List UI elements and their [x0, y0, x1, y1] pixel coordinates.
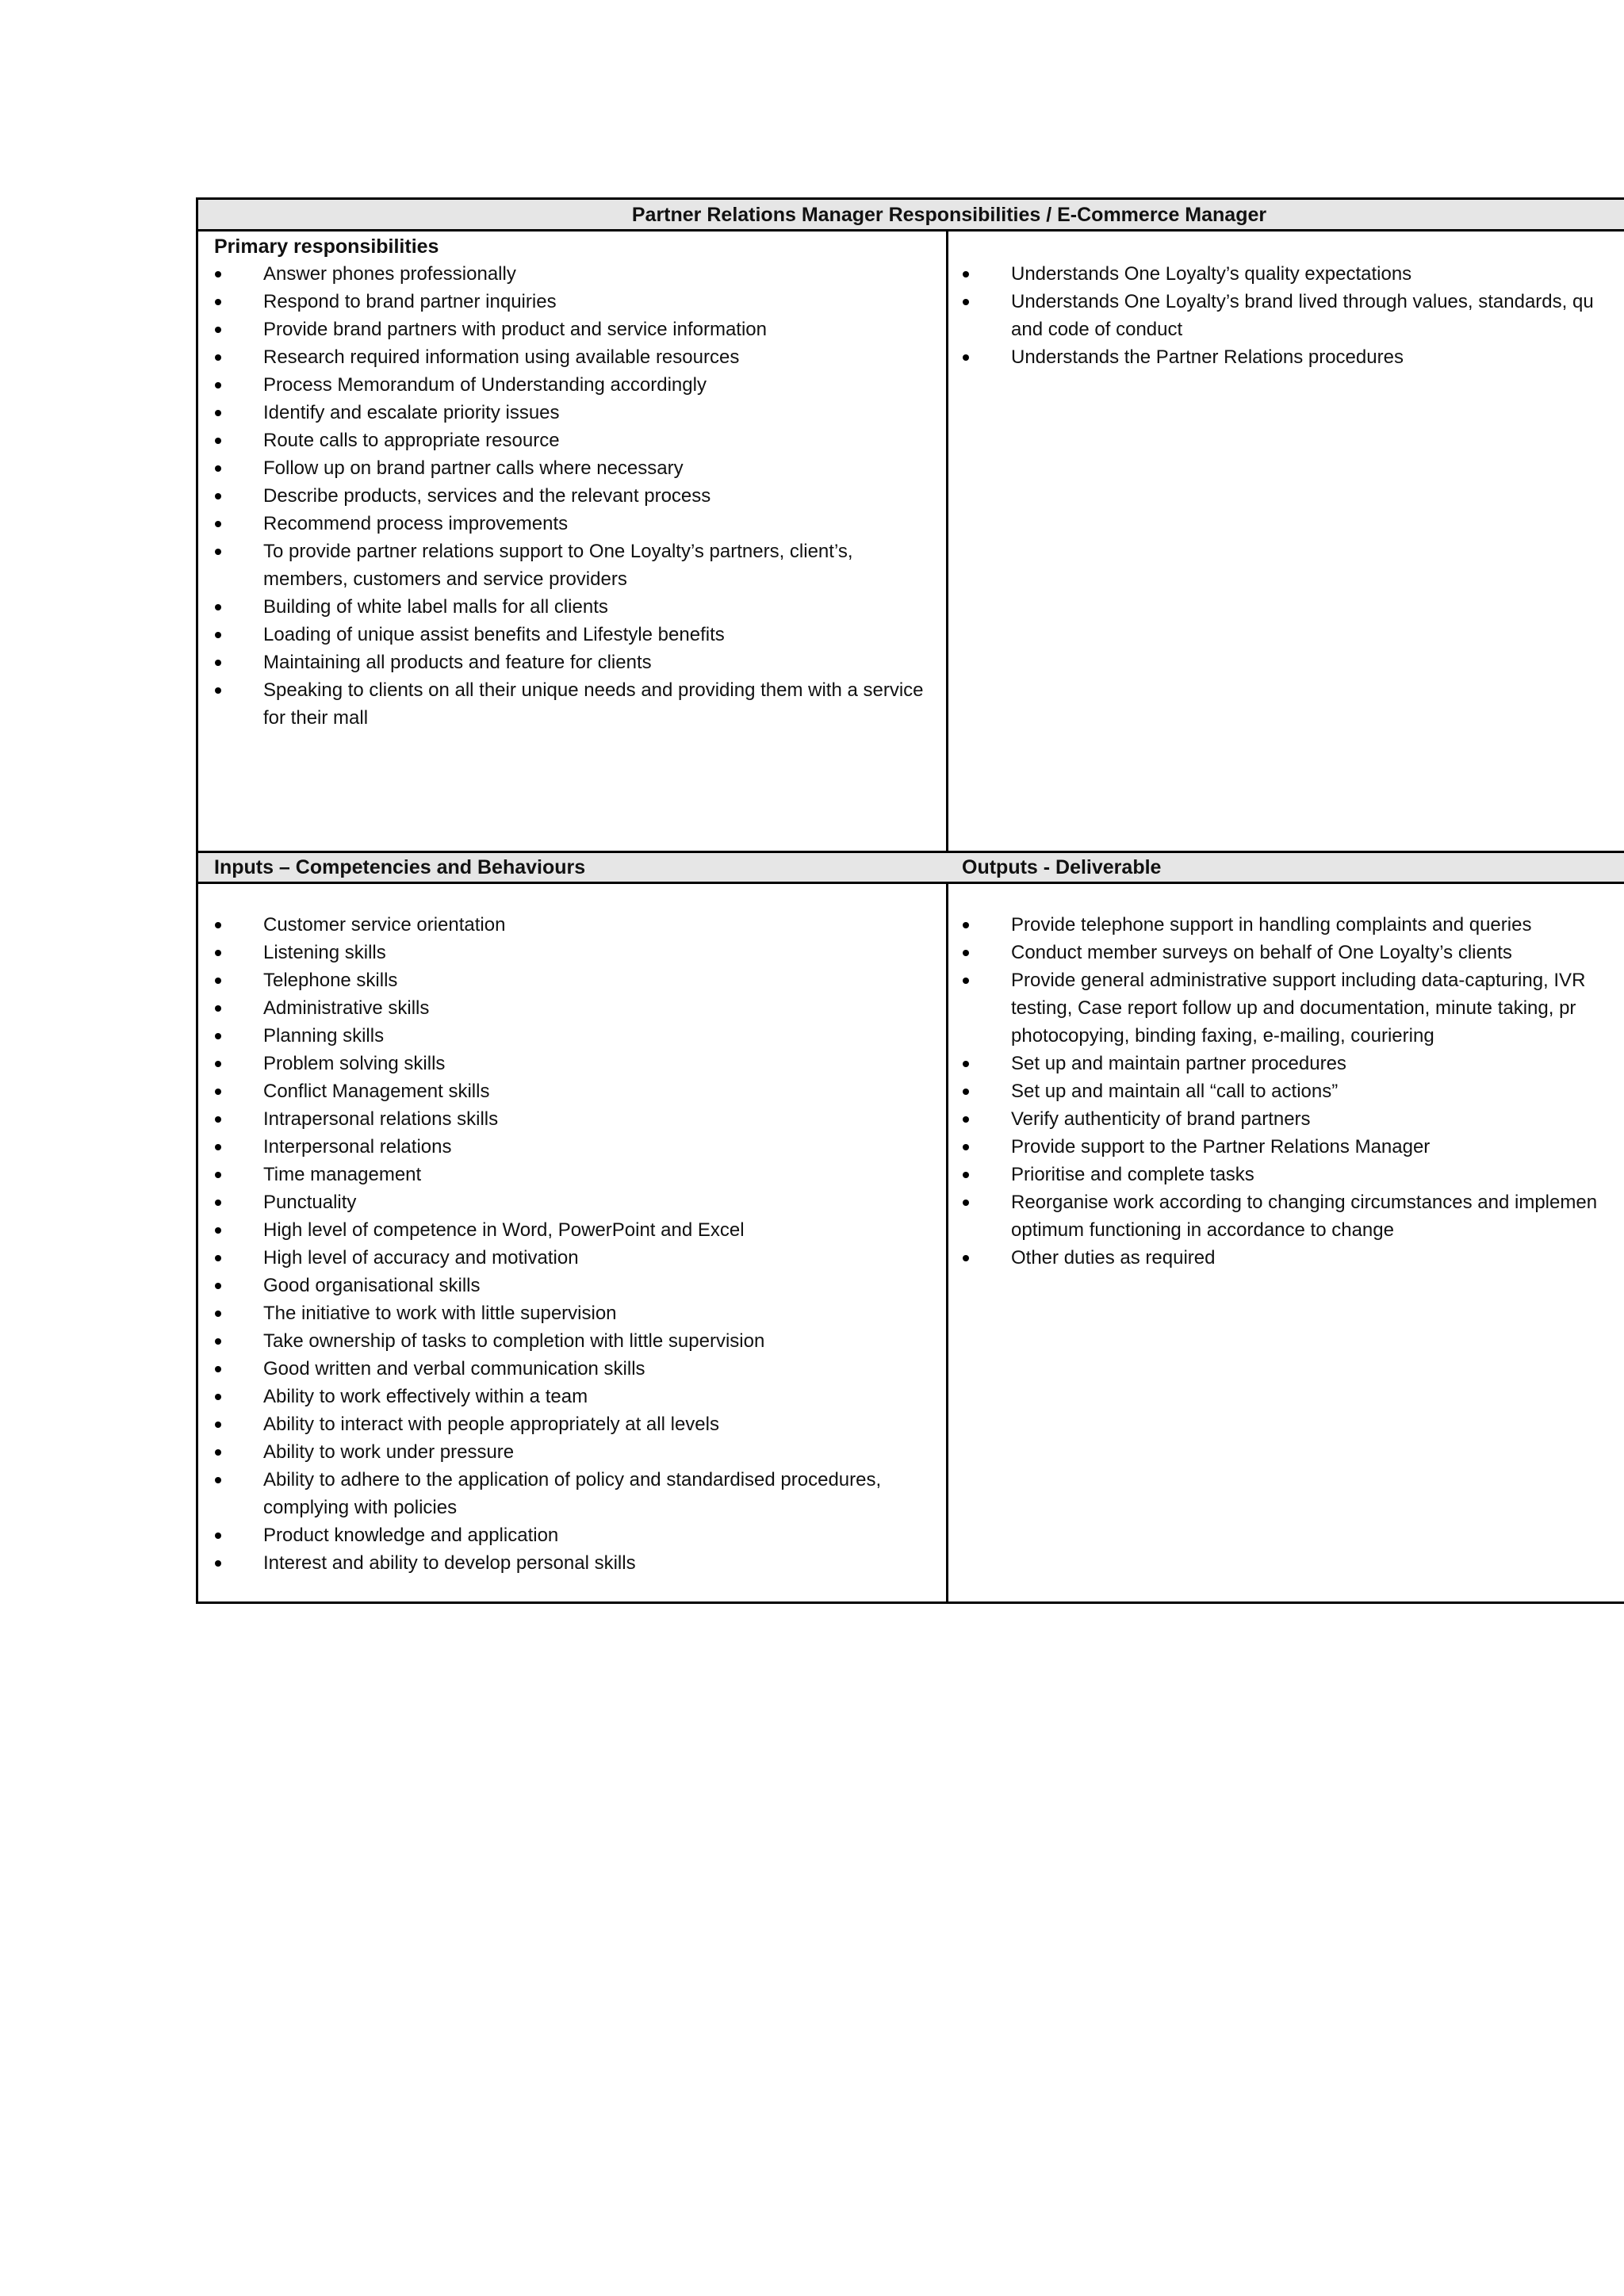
- list-item-continuation: and code of conduct: [1011, 319, 1183, 340]
- list-item: Time management: [198, 1161, 936, 1188]
- list-item: Loading of unique assist benefits and Lifestyle benefits: [198, 621, 928, 649]
- list-item: Maintaining all products and feature for clients: [198, 649, 928, 676]
- list-item: Recommend process improvements: [198, 510, 928, 538]
- section-header-row: [198, 853, 1624, 884]
- list-item: Administrative skills: [198, 994, 936, 1022]
- list-item: High level of accuracy and motivation: [198, 1244, 936, 1272]
- list-item: Describe products, services and the relevant process: [198, 482, 928, 510]
- list-item: Ability to interact with people appropriately at all levels: [198, 1410, 936, 1438]
- list-item: Conduct member surveys on behalf of One Loyalty’s clients: [946, 939, 1624, 966]
- list-item: Verify authenticity of brand partners: [946, 1105, 1624, 1133]
- list-item-continuation: photocopying, binding faxing, e-mailing, couriering: [1011, 1025, 1434, 1047]
- list-item: Understands One Loyalty’s quality expectations: [946, 260, 1624, 288]
- list-item: High level of competence in Word, PowerPoint and Excel: [198, 1216, 936, 1244]
- list-item: Provide general administrative support including data-capturing, IVR: [946, 966, 1624, 994]
- list-item: To provide partner relations support to One Loyalty’s partners, client’s, members, customers and service providers: [198, 538, 928, 593]
- responsibilities-table: [196, 197, 1624, 1604]
- list-item: Planning skills: [198, 1022, 936, 1050]
- list-item: Set up and maintain partner procedures: [946, 1050, 1624, 1077]
- list-item: Good written and verbal communication skills: [198, 1355, 936, 1383]
- list-item: Listening skills: [198, 939, 936, 966]
- list-item: The initiative to work with little supervision: [198, 1299, 936, 1327]
- list-item: Other duties as required: [946, 1244, 1624, 1272]
- list-item: Route calls to appropriate resource: [198, 427, 928, 454]
- list-item: Prioritise and complete tasks: [946, 1161, 1624, 1188]
- primary-heading: Primary responsibilities: [214, 235, 439, 258]
- list-item: Respond to brand partner inquiries: [198, 288, 928, 316]
- inputs-heading: Inputs – Competencies and Behaviours: [214, 856, 586, 878]
- list-item: Interest and ability to develop personal skills: [198, 1549, 936, 1577]
- outputs-list: [946, 911, 1624, 1272]
- list-item: Set up and maintain all “call to actions”: [946, 1077, 1624, 1105]
- table-title: Partner Relations Manager Responsibilities / E-Commerce Manager: [631, 204, 1267, 226]
- list-item: Take ownership of tasks to completion with little supervision: [198, 1327, 936, 1355]
- list-item: Understands the Partner Relations procedures: [946, 343, 1624, 371]
- list-item: Conflict Management skills: [198, 1077, 936, 1105]
- list-item: Provide telephone support in handling complaints and queries: [946, 911, 1624, 939]
- list-item: Reorganise work according to changing circumstances and implemen: [946, 1188, 1624, 1216]
- list-item: Ability to work under pressure: [198, 1438, 936, 1466]
- list-item: Telephone skills: [198, 966, 936, 994]
- list-item: Customer service orientation: [198, 911, 936, 939]
- list-item: Process Memorandum of Understanding accordingly: [198, 371, 928, 399]
- list-item-continuation: optimum functioning in accordance to change: [1011, 1219, 1394, 1241]
- list-item: Research required information using available resources: [198, 343, 928, 371]
- list-item: Provide support to the Partner Relations Manager: [946, 1133, 1624, 1161]
- primary-list: [198, 260, 928, 732]
- list-item: Good organisational skills: [198, 1272, 936, 1299]
- list-item: Follow up on brand partner calls where necessary: [198, 454, 928, 482]
- list-item: Building of white label malls for all clients: [198, 593, 928, 621]
- list-item: Speaking to clients on all their unique needs and providing them with a service for their mall: [198, 676, 928, 732]
- understands-list: [946, 260, 1624, 371]
- list-item: Understands One Loyalty’s brand lived through values, standards, qu: [946, 288, 1624, 316]
- outputs-heading: Outputs - Deliverable: [962, 856, 1162, 878]
- list-item: Product knowledge and application: [198, 1521, 936, 1549]
- list-item: Answer phones professionally: [198, 260, 928, 288]
- list-item-continuation: testing, Case report follow up and documentation, minute taking, pr: [1011, 997, 1576, 1019]
- list-item: Identify and escalate priority issues: [198, 399, 928, 427]
- list-item: Ability to adhere to the application of policy and standardised procedures, complying with policies: [198, 1466, 936, 1521]
- list-item: Problem solving skills: [198, 1050, 936, 1077]
- list-item: Interpersonal relations: [198, 1133, 936, 1161]
- inputs-list: [198, 911, 936, 1577]
- list-item: Ability to work effectively within a team: [198, 1383, 936, 1410]
- list-item: Intrapersonal relations skills: [198, 1105, 936, 1133]
- list-item: Provide brand partners with product and service information: [198, 316, 928, 343]
- list-item: Punctuality: [198, 1188, 936, 1216]
- table-title-row: [198, 200, 1624, 232]
